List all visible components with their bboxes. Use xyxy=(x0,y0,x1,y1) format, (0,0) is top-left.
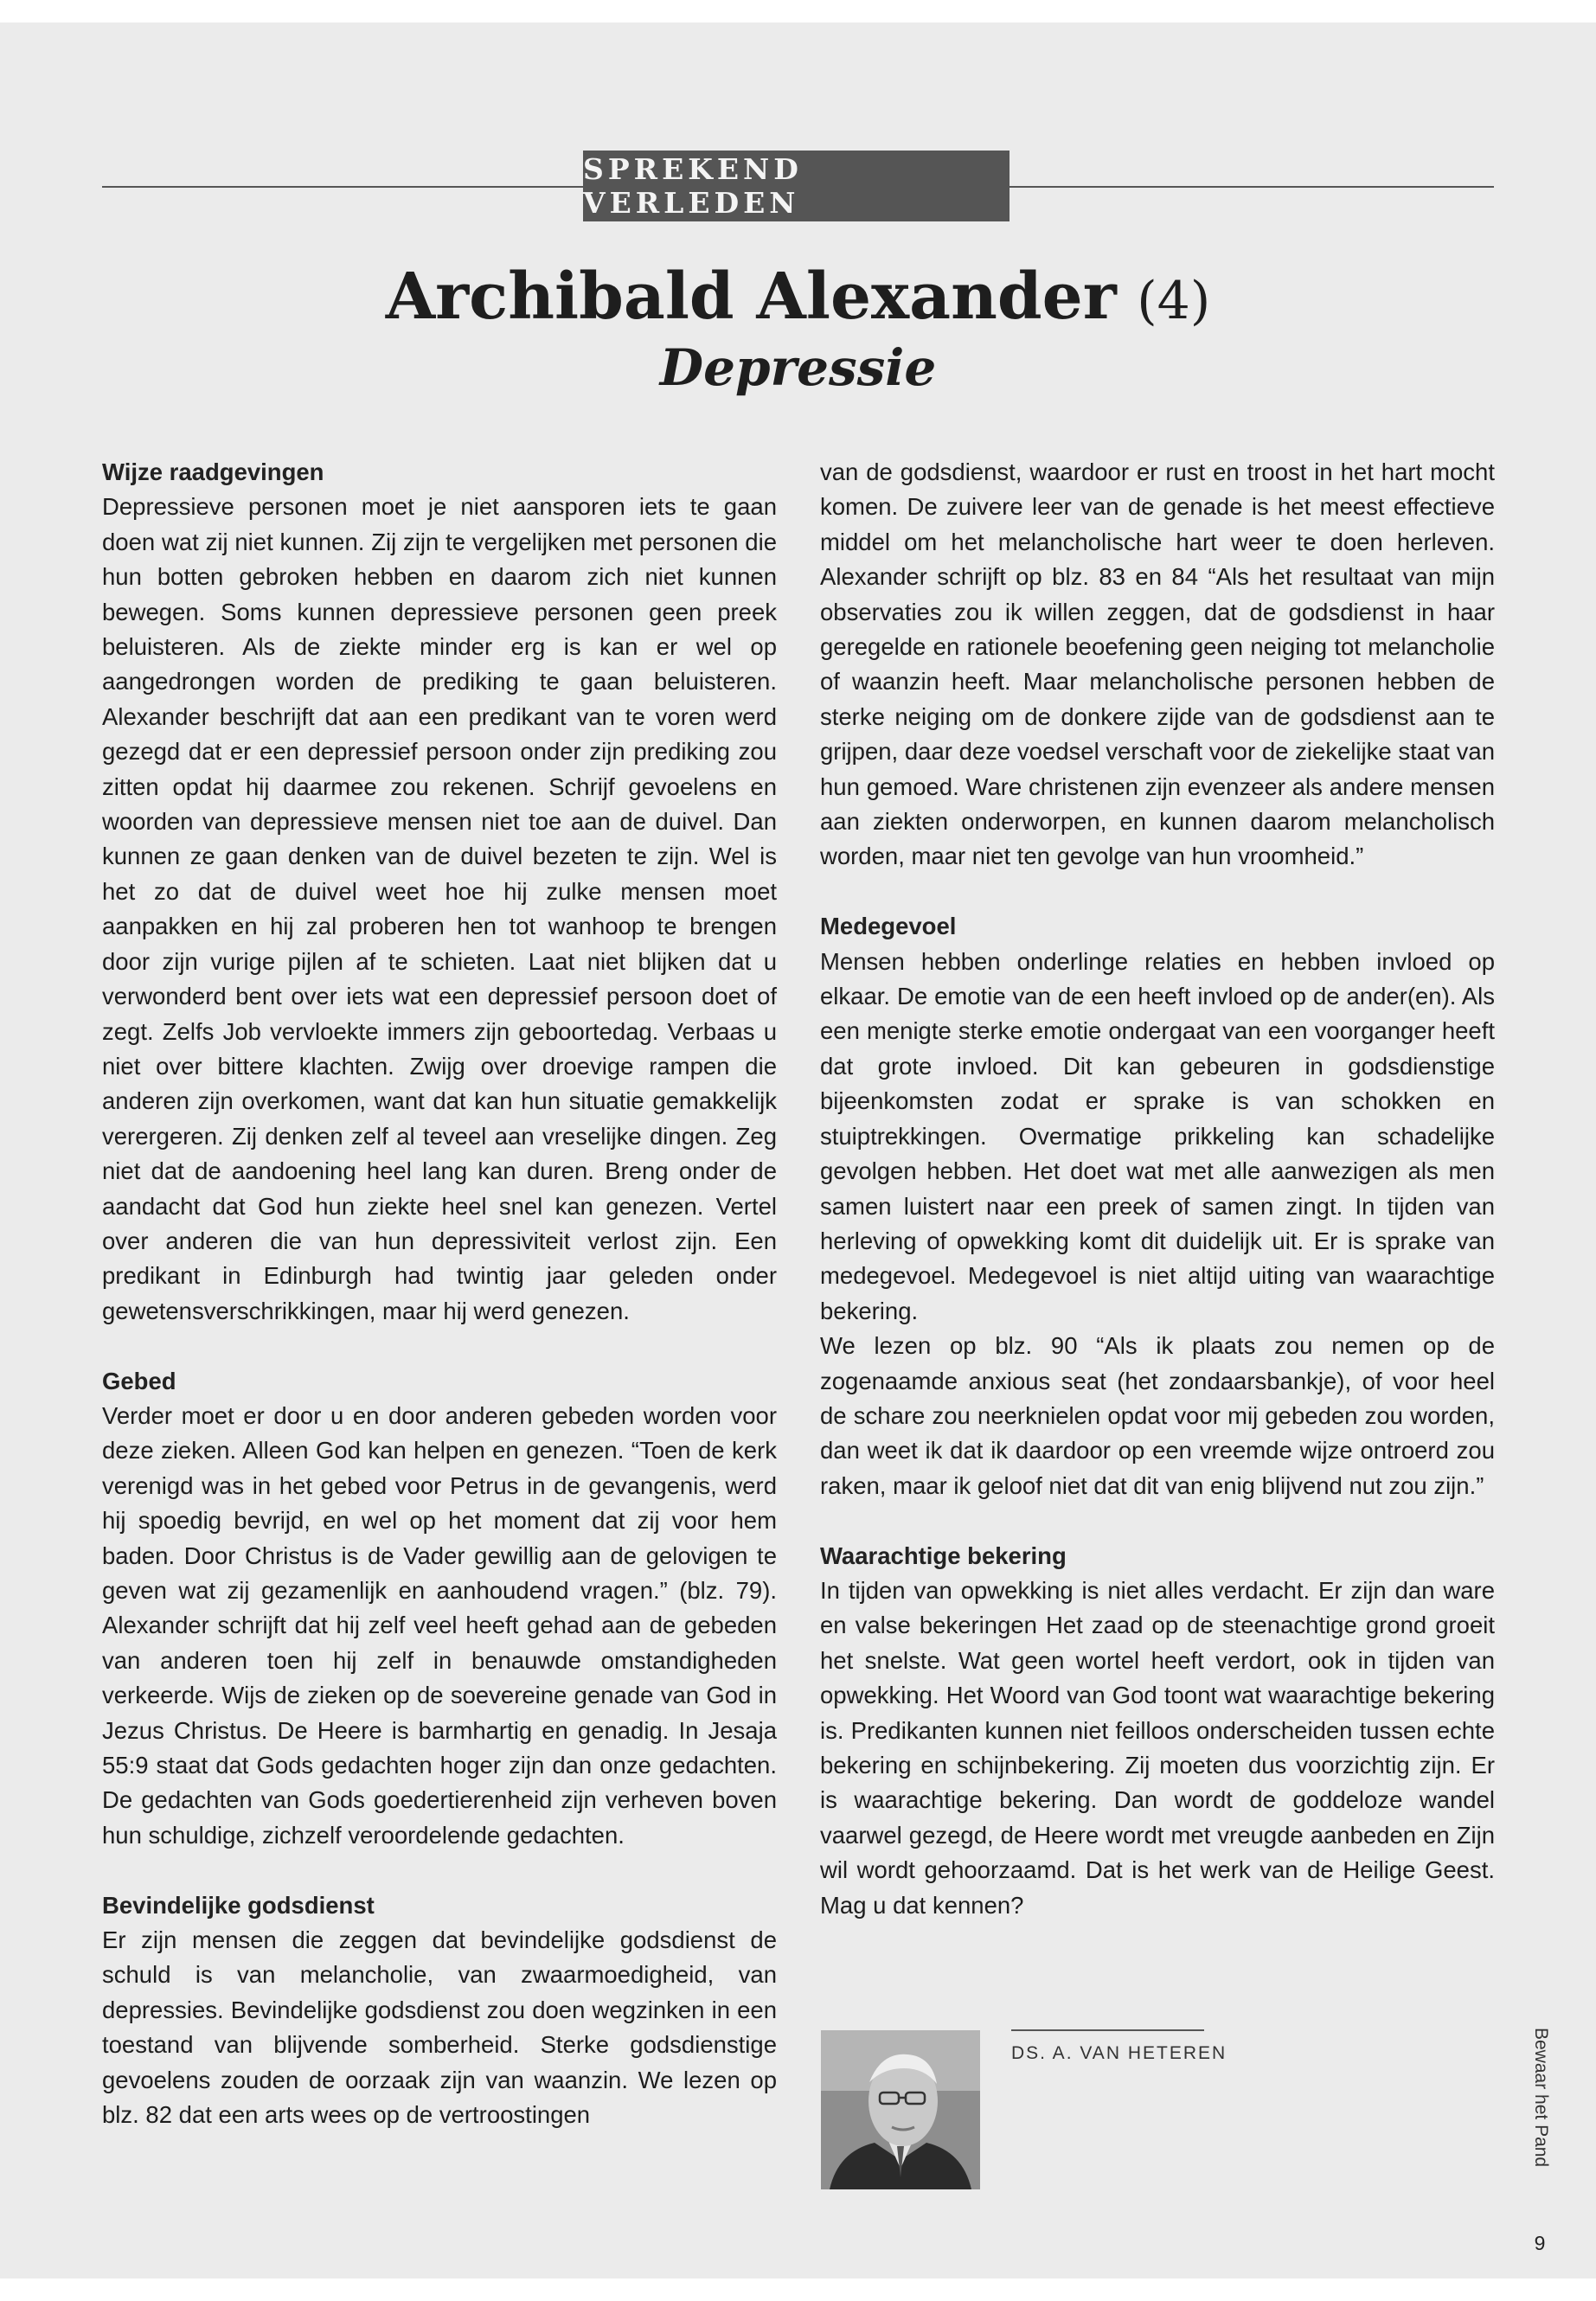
page xyxy=(0,22,1596,2279)
paragraph: Verder moet er door u en door anderen gebeden worden voor deze zieken. Alleen God kan helpen en genezen. “Toen de kerk verenigd was in het gebed voor Petrus in de gevangenis, werd hij spoedig bevrijd, en wel op het moment dat zij voor hem baden. Door Christus is de Vader gewillig aan de gelovigen te geven wat zij gezamenlijk en aanhoudend vragen.” (blz. 79). Alexander schrijft dat hij zelf veel heeft gehad aan de gebeden van anderen toen hij zelf in benauwde omstandigheden verkeerde. Wijs de zieken op de soevereine genade van God in Jezus Christus. De Heere is barmhartig en genadig. In Jesaja 55:9 staat dat Gods gedachten hoger zijn dan onze gedachten. De gedachten van Gods goedertierenheid zijn verheven boven hun schuldige, zichzelf veroordelende gedachten. xyxy=(102,1401,777,1849)
paragraph: Mensen hebben onderlinge relaties en hebben invloed op elkaar. De emotie van de een heeft invloed op de ander(en). Als een menigte sterke emotie ondergaat van een voorganger heeft dat grote invloed. Dit kan gebeuren in godsdienstige bijeenkomsten zodat er sprake is van schokken en stuiptrekkingen. Overmatige prikkeling kan schadelijke gevolgen hebben. Het doet wat met alle aanwezigen als men samen luistert naar een preek of samen zingt. In tijden van herleving of opwekking komt dit duidelijk uit. Er is sprake van medegevoel. Medegevoel is niet altijd uiting van waarachtige bekering. xyxy=(820,947,1495,1324)
section-heading: Medegevoel xyxy=(820,913,957,940)
section-heading: Gebed xyxy=(102,1367,176,1394)
paragraph: Er zijn mensen die zeggen dat bevindelijke godsdienst de schuld is van melancholie, van zwaarmoedigheid, van depressies. Bevindelijke godsdienst zou doen wegzinken in een toestand van blijvende somberheid. Sterke godsdienstige gevoelens zouden de oorzaak zijn van waanzin. We lezen op blz. 82 dat een arts wees op de vertroostingen xyxy=(102,1926,777,2129)
author-name: DS. A. VAN HETEREN xyxy=(1011,2043,1227,2063)
author-portrait xyxy=(821,2030,980,2189)
paragraph: Depressieve personen moet je niet aansporen iets te gaan doen wat zij niet kunnen. Zij zijn te vergelijken met personen die hun botten gebroken hebben en daarom zich niet kunnen bewegen. Soms kunnen depressieve personen geen preek beluisteren. Als de ziekte minder erg is kan er wel op aangedrongen worden de prediking te gaan beluisteren. Alexander beschrijft dat aan een predikant van te voren werd gezegd dat er een depressief persoon onder zijn prediking zou zitten opdat hij daarmee zou rekenen. Schrijf gevoelens en woorden van depressieve mensen niet toe aan de duivel. Dan kunnen ze gaan denken van de duivel bezeten te zijn. Wel is het zo dat de duivel weet hoe hij zulke mensen moet aanpakken en hij zal proberen hen tot wanhoop te brengen door zijn vurige pijlen af te schieten. Laat niet blijken dat u verwonderd bent over iets wat een depressief persoon doet of zegt. Zelfs Job vervloekte immers zijn geboortedag. Verbaas u niet over bittere klachten. Zwijg over droevige rampen die anderen zijn overkomen, want dat kan hun situatie gemakkelijk verergeren. Zij denken zelf al teveel aan vreselijke dingen. Zeg niet dat de aandoening heel lang kan duren. Breng onder de aandacht dat God hun ziekte heel snel kan genezen. Vertel over anderen die van hun depressiviteit verlost zijn. Een predikant in Edinburgh had twintig jaar geleden onder gewetensverschrikkingen, maar hij werd genezen. xyxy=(102,493,777,1324)
section-label: SPREKEND VERLEDEN xyxy=(583,151,1010,221)
title-name: Archibald Alexander xyxy=(385,260,1117,334)
left-column xyxy=(102,455,777,2132)
publication-label: Bewaar het Pand xyxy=(1531,2028,1551,2168)
header-rule-left xyxy=(102,186,583,188)
paragraph: In tijden van opwekking is niet alles verdacht. Er zijn dan ware en valse bekeringen Het zaad op de steenachtige grond groeit het snelste. Wat geen wortel heeft verdort, ook in tijden van opwekking. Het Woord van God toont wat waarachtige bekering is. Predikanten kunnen niet feilloos onderscheiden tussen echte bekering en schijnbekering. Zij moeten dus voorzichtig zijn. Er is waarachtige bekering. Dan wordt de goddeloze wandel vaarwel gezegd, de Heere wordt met vreugde aanbeden en Zijn wil wordt gehoorzaamd. Dat is het werk van de Heilige Geest. Mag u dat kennen? xyxy=(820,1576,1495,1919)
header-rule-right xyxy=(1010,186,1494,188)
section-heading: Wijze raadgevingen xyxy=(102,458,324,485)
paragraph: We lezen op blz. 90 “Als ik plaats zou nemen op de zogenaamde anxious seat (het zondaarsbankje), of voor heel de schare zou neerknielen opdat voor mij gebeden zou worden, dan weet ik dat ik daardoor op een vreemde wijze ontroerd zou raken, maar ik geloof niet dat dit van enig blijvend nut zou zijn.” xyxy=(820,1332,1495,1499)
paragraph: van de godsdienst, waardoor er rust en troost in het hart mocht komen. De zuivere leer van de genade is het meest effectieve middel om het melancholische hart weer te doen herleven. Alexander schrijft op blz. 83 en 84 “Als het resultaat van mijn observaties zou ik willen zeggen, dat de godsdienst in haar geregelde en rationele beoefening geen neiging tot melancholie of waanzin heeft. Maar melancholische personen hebben de sterke neiging om de donkere zijde van de godsdienst aan te grijpen, daar deze voedsel verschaft voor de ziekelijke staat van hun gemoed. Ware christenen zijn evenzeer als andere mensen aan ziekten onderworpen, en kunnen daarom melancholisch worden, maar niet ten gevolge van hun vroomheid.” xyxy=(820,458,1495,870)
author-rule xyxy=(1011,2029,1204,2031)
section-heading: Waarachtige bekering xyxy=(820,1541,1067,1569)
article-title xyxy=(0,258,1596,340)
portrait-image xyxy=(821,2030,980,2189)
right-column xyxy=(820,455,1495,1923)
article-subtitle: Depressie xyxy=(659,338,937,397)
section-heading: Bevindelijke godsdienst xyxy=(102,1891,375,1919)
title-part: (4) xyxy=(1137,271,1211,331)
page-number: 9 xyxy=(1534,2232,1546,2254)
